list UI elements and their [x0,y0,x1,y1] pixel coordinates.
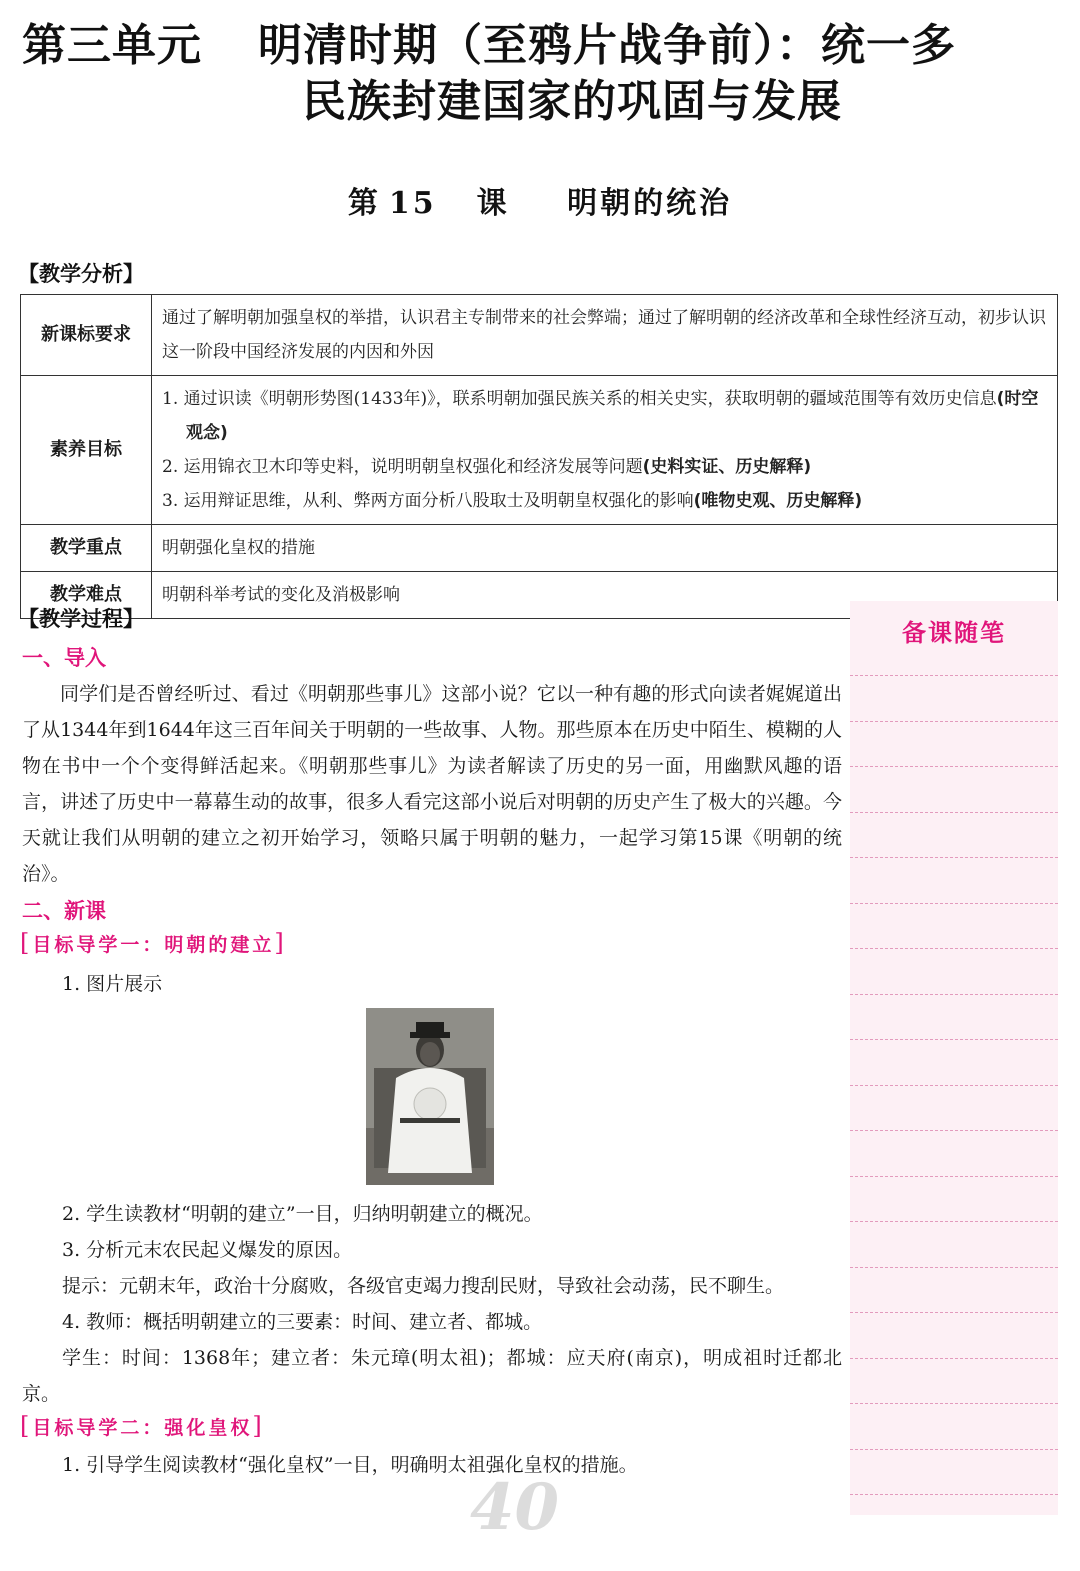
row-key: 教学重点 [21,525,152,572]
notes-rule-line [850,1176,1058,1177]
notes-rule-line [850,812,1058,813]
lesson-prefix: 第 [347,186,381,221]
target-1-heading: [目标导学一：明朝的建立] [20,929,287,957]
table-row [21,295,1058,376]
notes-title: 备课随笔 [902,619,1006,647]
goal-item [162,382,1047,450]
notes-rule-line [850,994,1058,995]
notes-rule-line [850,675,1058,676]
notes-panel [850,601,1058,1515]
unit-label: 第三单元 [22,20,202,71]
row-key: 素养目标 [21,376,152,525]
notes-rule-line [850,1085,1058,1086]
goal-text: 1. 通过识读《明朝形势图(1433年)》，联系明朝加强民族关系的相关史实，获取明朝的疆域范围等有效历史信息 [162,389,997,409]
process-heading: 【教学过程】 [18,607,144,631]
notes-rule-line [850,1221,1058,1222]
emperor-portrait [366,1008,494,1185]
table-row [21,525,1058,572]
notes-rule-line [850,766,1058,767]
target-2-heading: [目标导学二：强化皇权] [20,1412,265,1440]
unit-title [22,18,1062,130]
notes-rule-line [850,903,1058,904]
row-value: 明朝强化皇权的措施 [152,525,1058,572]
target-1-label: 目标导学一：明朝的建立 [32,934,275,956]
t1-item-4: 4. 教师：概括明朝建立的三要素：时间、建立者、都城。 [62,1311,543,1333]
goal-tag: (唯物史观、历史解释) [693,491,863,511]
page-number: 40 [470,1470,560,1545]
goal-tag: (史料实证、历史解释) [642,457,812,477]
analysis-heading: 【教学分析】 [18,262,144,286]
row-value: 通过了解明朝加强皇权的举措，认识君主专制带来的社会弊端；通过了解明朝的经济改革和全球性经济互动，初步认识这一阶段中国经济发展的内因和外因 [152,295,1058,376]
analysis-table [20,294,1058,619]
t1-item-2: 2. 学生读教材“明朝的建立”一目，归纳明朝建立的概况。 [62,1203,543,1225]
t1-item-1: 1. 图片展示 [62,973,163,995]
notes-rule-line [850,721,1058,722]
intro-heading: 一、导入 [22,646,106,670]
notes-rule-line [850,948,1058,949]
goal-text: 3. 运用辩证思维，从利、弊两方面分析八股取士及明朝皇权强化的影响 [162,491,694,511]
notes-rule-line [850,1449,1058,1450]
unit-title-line1: 明清时期（至鸦片战争前）：统一多 [258,20,956,71]
row-key: 教学难点 [21,572,152,619]
t1-student-answer: 学生：时间：1368年；建立者：朱元璋(明太祖)；都城：应天府(南京)，明成祖时迁都北京。 [22,1347,842,1405]
t1-hint: 提示：元朝末年，政治十分腐败，各级官吏竭力搜刮民财，导致社会动荡，民不聊生。 [62,1275,785,1297]
lesson-number: 15 [388,186,437,221]
goal-tag: (时空观念) [186,389,1039,443]
notes-rule-line [850,1130,1058,1131]
goals-cell [152,376,1058,525]
target-2-label: 目标导学二：强化皇权 [32,1417,253,1439]
goal-item [162,484,1047,518]
notes-rule-line [850,1358,1058,1359]
new-lesson-heading: 二、新课 [22,899,106,923]
row-value: 明朝科举考试的变化及消极影响 [152,572,1058,619]
notes-rule-line [850,1312,1058,1313]
table-row [21,376,1058,525]
notes-rule-line [850,1403,1058,1404]
notes-rule-line [850,1267,1058,1268]
intro-paragraph: 同学们是否曾经听过、看过《明朝那些事儿》这部小说？它以一种有趣的形式向读者娓娓道出了从1344年到1644年这三百年间关于明朝的一些故事、人物。那些原本在历史中陌生、模糊的人物在书中一个个变得鲜活起来。《明朝那些事儿》为读者解读了历史的另一面，用幽默风趣的语言，讲述了历史中一幕幕生动的故事，很多人看完这部小说后对明朝的历史产生了极大的兴趣。今天就让我们从明朝的建立之初开始学习，领略只属于明朝的魅力，一起学习第15课《明朝的统治》。 [22,683,842,885]
row-key: 新课标要求 [21,295,152,376]
lesson-title [0,178,1080,222]
portrait-image [366,1008,494,1185]
notes-rule-line [850,857,1058,858]
t1-item-3: 3. 分析元末农民起义爆发的原因。 [62,1239,353,1261]
goal-item [162,450,1047,484]
t2-item-1: 1. 引导学生阅读教材“强化皇权”一目，明确明太祖强化皇权的措施。 [62,1454,638,1476]
notes-rule-line [850,1494,1058,1495]
goal-text: 2. 运用锦衣卫木印等史料，说明明朝皇权强化和经济发展等问题 [162,457,643,477]
notes-rule-line [850,1039,1058,1040]
unit-title-line2: 民族封建国家的巩固与发展 [302,76,842,127]
lesson-name: 明朝的统治 [567,186,733,221]
lesson-suffix: 课 [476,186,510,221]
